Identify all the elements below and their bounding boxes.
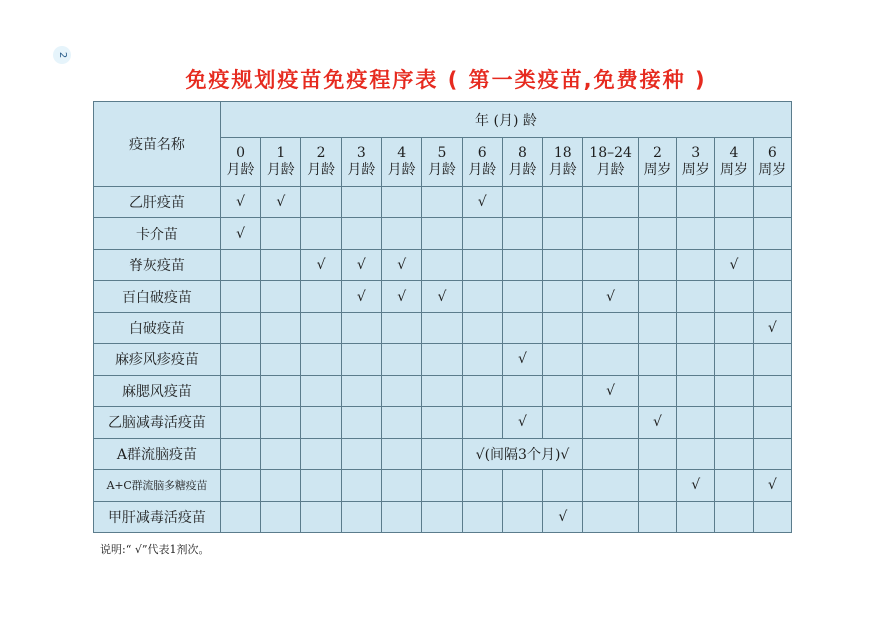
dose-cell bbox=[502, 249, 542, 280]
table-row bbox=[94, 375, 792, 406]
dose-cell bbox=[677, 501, 715, 532]
dose-cell bbox=[422, 312, 462, 343]
age-unit: 月龄 bbox=[387, 162, 416, 178]
dose-cell bbox=[583, 218, 638, 249]
age-value: 18–24 bbox=[589, 145, 632, 161]
page-number-badge: 2 bbox=[53, 46, 71, 64]
dose-cell bbox=[261, 249, 301, 280]
vaccine-name: 乙脑减毒活疫苗 bbox=[94, 407, 221, 438]
vaccine-name: A群流脑疫苗 bbox=[94, 438, 221, 469]
table-row bbox=[94, 344, 792, 375]
dose-cell bbox=[715, 407, 753, 438]
age-group-header: 年 (月) 龄 bbox=[220, 102, 791, 138]
dose-cell bbox=[638, 501, 676, 532]
dose-cell bbox=[261, 501, 301, 532]
age-value: 3 bbox=[356, 145, 366, 161]
dose-cell bbox=[677, 438, 715, 469]
dose-cell bbox=[382, 407, 422, 438]
dose-cell bbox=[583, 470, 638, 501]
dose-cell: √ bbox=[220, 218, 260, 249]
age-value: 2 bbox=[652, 145, 662, 161]
page-title: 免疫规划疫苗免疫程序表 ( 第一类疫苗,免费接种 ) bbox=[185, 68, 707, 92]
dose-cell bbox=[753, 344, 791, 375]
dose-cell bbox=[462, 249, 502, 280]
dose-cell bbox=[638, 249, 676, 280]
dose-cell bbox=[715, 281, 753, 312]
dose-cell bbox=[261, 375, 301, 406]
dose-cell bbox=[677, 187, 715, 218]
dose-cell: √ bbox=[583, 375, 638, 406]
table-row bbox=[94, 501, 792, 532]
age-header-cell bbox=[753, 138, 791, 187]
dose-cell bbox=[422, 375, 462, 406]
dose-cell bbox=[462, 281, 502, 312]
dose-cell bbox=[341, 470, 381, 501]
dose-cell bbox=[583, 501, 638, 532]
dose-cell bbox=[638, 344, 676, 375]
table-row bbox=[94, 407, 792, 438]
age-header-cell bbox=[462, 138, 502, 187]
dose-cell bbox=[220, 281, 260, 312]
dose-cell bbox=[341, 218, 381, 249]
dose-cell bbox=[543, 249, 583, 280]
dose-cell bbox=[543, 218, 583, 249]
dose-cell bbox=[422, 344, 462, 375]
age-header-cell bbox=[382, 138, 422, 187]
dose-cell bbox=[341, 375, 381, 406]
age-unit: 月龄 bbox=[508, 162, 537, 178]
dose-cell bbox=[715, 344, 753, 375]
dose-cell bbox=[502, 375, 542, 406]
dose-cell bbox=[341, 407, 381, 438]
dose-cell bbox=[261, 407, 301, 438]
dose-cell: √ bbox=[583, 281, 638, 312]
table-row bbox=[94, 438, 792, 469]
dose-cell bbox=[583, 249, 638, 280]
dose-cell bbox=[261, 470, 301, 501]
dose-cell: √ bbox=[502, 407, 542, 438]
dose-cell bbox=[502, 187, 542, 218]
age-value: 1 bbox=[276, 145, 286, 161]
dose-cell bbox=[261, 312, 301, 343]
dose-cell bbox=[301, 375, 341, 406]
dose-cell: √ bbox=[677, 470, 715, 501]
dose-cell bbox=[677, 249, 715, 280]
dose-cell: √ bbox=[422, 281, 462, 312]
dose-cell bbox=[753, 187, 791, 218]
dose-cell bbox=[462, 407, 502, 438]
age-value: 4 bbox=[397, 145, 407, 161]
dose-cell: √ bbox=[382, 281, 422, 312]
dose-cell bbox=[422, 407, 462, 438]
age-unit: 周岁 bbox=[758, 162, 787, 178]
dose-cell bbox=[638, 470, 676, 501]
age-unit: 周岁 bbox=[719, 162, 748, 178]
dose-cell bbox=[341, 344, 381, 375]
dose-cell bbox=[261, 218, 301, 249]
dose-cell bbox=[341, 501, 381, 532]
dose-cell bbox=[502, 501, 542, 532]
age-header-cell bbox=[638, 138, 676, 187]
dose-cell bbox=[382, 344, 422, 375]
age-unit: 月龄 bbox=[226, 162, 255, 178]
dose-cell bbox=[543, 344, 583, 375]
dose-cell bbox=[543, 407, 583, 438]
age-header-cell bbox=[502, 138, 542, 187]
age-value: 6 bbox=[767, 145, 777, 161]
dose-cell bbox=[638, 281, 676, 312]
dose-cell: √ bbox=[753, 470, 791, 501]
dose-cell bbox=[715, 470, 753, 501]
table-row bbox=[94, 187, 792, 218]
age-value: 3 bbox=[691, 145, 701, 161]
dose-cell bbox=[753, 501, 791, 532]
dose-cell bbox=[220, 501, 260, 532]
table-row bbox=[94, 470, 792, 501]
dose-interval-cell: √(间隔3个月)√ bbox=[462, 438, 583, 469]
dose-cell bbox=[753, 375, 791, 406]
age-unit: 月龄 bbox=[548, 162, 577, 178]
dose-cell bbox=[543, 281, 583, 312]
dose-cell: √ bbox=[341, 281, 381, 312]
dose-cell bbox=[462, 375, 502, 406]
age-unit: 月龄 bbox=[307, 162, 336, 178]
dose-cell: √ bbox=[715, 249, 753, 280]
dose-cell: √ bbox=[341, 249, 381, 280]
age-value: 4 bbox=[729, 145, 739, 161]
dose-cell bbox=[715, 312, 753, 343]
footnote: 说明:“ √”代表1剂次。 bbox=[100, 543, 210, 556]
dose-cell bbox=[715, 438, 753, 469]
dose-cell bbox=[638, 218, 676, 249]
dose-cell bbox=[715, 501, 753, 532]
age-value: 5 bbox=[437, 145, 447, 161]
dose-cell bbox=[677, 312, 715, 343]
dose-cell bbox=[341, 312, 381, 343]
age-header-cell bbox=[715, 138, 753, 187]
age-header-cell bbox=[341, 138, 381, 187]
dose-cell bbox=[715, 375, 753, 406]
dose-cell bbox=[301, 501, 341, 532]
dose-cell bbox=[462, 218, 502, 249]
age-value: 6 bbox=[477, 145, 487, 161]
dose-cell bbox=[382, 218, 422, 249]
dose-cell bbox=[543, 187, 583, 218]
dose-cell bbox=[583, 438, 638, 469]
age-header-cell bbox=[301, 138, 341, 187]
dose-cell bbox=[677, 281, 715, 312]
dose-cell bbox=[382, 187, 422, 218]
dose-cell bbox=[220, 312, 260, 343]
dose-cell bbox=[382, 312, 422, 343]
age-unit: 月龄 bbox=[347, 162, 376, 178]
age-unit: 周岁 bbox=[643, 162, 672, 178]
dose-cell bbox=[583, 312, 638, 343]
dose-cell bbox=[220, 375, 260, 406]
dose-cell bbox=[301, 407, 341, 438]
age-header-cell bbox=[220, 138, 260, 187]
dose-cell bbox=[583, 344, 638, 375]
dose-cell bbox=[715, 187, 753, 218]
vaccine-name: A+C群流脑多糖疫苗 bbox=[94, 470, 221, 501]
dose-cell bbox=[301, 281, 341, 312]
age-unit: 月龄 bbox=[596, 162, 625, 178]
dose-cell bbox=[462, 344, 502, 375]
dose-cell: √ bbox=[462, 187, 502, 218]
dose-cell bbox=[753, 281, 791, 312]
dose-cell bbox=[341, 187, 381, 218]
dose-cell bbox=[382, 470, 422, 501]
dose-cell bbox=[677, 407, 715, 438]
age-unit: 周岁 bbox=[681, 162, 710, 178]
dose-cell bbox=[220, 470, 260, 501]
dose-cell: √ bbox=[220, 187, 260, 218]
dose-cell bbox=[382, 375, 422, 406]
dose-cell bbox=[677, 375, 715, 406]
dose-cell: √ bbox=[261, 187, 301, 218]
dose-cell bbox=[220, 407, 260, 438]
dose-cell bbox=[301, 470, 341, 501]
dose-cell bbox=[753, 438, 791, 469]
dose-cell bbox=[638, 438, 676, 469]
age-value: 8 bbox=[518, 145, 527, 161]
dose-cell bbox=[677, 344, 715, 375]
age-header-cell bbox=[261, 138, 301, 187]
vaccine-name: 卡介苗 bbox=[94, 218, 221, 249]
dose-cell bbox=[422, 187, 462, 218]
age-header-cell bbox=[422, 138, 462, 187]
vaccine-name: 麻腮风疫苗 bbox=[94, 375, 221, 406]
dose-cell bbox=[543, 312, 583, 343]
vaccine-name: 百白破疫苗 bbox=[94, 281, 221, 312]
table-row bbox=[94, 218, 792, 249]
dose-cell bbox=[638, 375, 676, 406]
dose-cell bbox=[341, 438, 381, 469]
table-row bbox=[94, 312, 792, 343]
dose-cell bbox=[301, 218, 341, 249]
dose-cell bbox=[422, 470, 462, 501]
dose-cell bbox=[638, 312, 676, 343]
vaccine-schedule-table bbox=[93, 101, 792, 533]
dose-cell bbox=[753, 249, 791, 280]
dose-cell bbox=[543, 470, 583, 501]
dose-cell bbox=[261, 344, 301, 375]
dose-cell bbox=[462, 470, 502, 501]
age-header-cell bbox=[543, 138, 583, 187]
dose-cell bbox=[301, 438, 341, 469]
dose-cell bbox=[422, 218, 462, 249]
dose-cell: √ bbox=[753, 312, 791, 343]
dose-cell bbox=[462, 312, 502, 343]
dose-cell bbox=[301, 312, 341, 343]
vaccine-name: 白破疫苗 bbox=[94, 312, 221, 343]
dose-cell: √ bbox=[382, 249, 422, 280]
dose-cell bbox=[753, 218, 791, 249]
dose-cell bbox=[753, 407, 791, 438]
age-header-cell bbox=[677, 138, 715, 187]
age-value: 0 bbox=[236, 145, 245, 161]
dose-cell bbox=[502, 281, 542, 312]
dose-cell bbox=[261, 281, 301, 312]
dose-cell bbox=[301, 344, 341, 375]
dose-cell bbox=[638, 187, 676, 218]
dose-cell: √ bbox=[502, 344, 542, 375]
age-unit: 月龄 bbox=[266, 162, 295, 178]
dose-cell bbox=[382, 438, 422, 469]
dose-cell bbox=[261, 438, 301, 469]
dose-cell bbox=[502, 470, 542, 501]
age-unit: 月龄 bbox=[468, 162, 497, 178]
dose-cell bbox=[422, 438, 462, 469]
vaccine-name: 甲肝减毒活疫苗 bbox=[94, 501, 221, 532]
table-row bbox=[94, 281, 792, 312]
table-row bbox=[94, 249, 792, 280]
dose-cell bbox=[301, 187, 341, 218]
vaccine-name: 麻疹风疹疫苗 bbox=[94, 344, 221, 375]
dose-cell bbox=[422, 249, 462, 280]
age-unit: 月龄 bbox=[427, 162, 456, 178]
dose-cell bbox=[583, 187, 638, 218]
dose-cell bbox=[220, 249, 260, 280]
dose-cell bbox=[583, 407, 638, 438]
dose-cell bbox=[502, 312, 542, 343]
age-value: 2 bbox=[316, 145, 326, 161]
age-value: 18 bbox=[553, 145, 572, 161]
dose-cell bbox=[715, 218, 753, 249]
dose-cell bbox=[422, 501, 462, 532]
vaccine-name: 脊灰疫苗 bbox=[94, 249, 221, 280]
dose-cell bbox=[502, 218, 542, 249]
dose-cell: √ bbox=[301, 249, 341, 280]
dose-cell bbox=[382, 501, 422, 532]
vaccine-name-header: 疫苗名称 bbox=[94, 102, 221, 187]
vaccine-name: 乙肝疫苗 bbox=[94, 187, 221, 218]
dose-cell: √ bbox=[638, 407, 676, 438]
age-header-cell bbox=[583, 138, 638, 187]
dose-cell bbox=[543, 375, 583, 406]
dose-cell bbox=[462, 501, 502, 532]
dose-cell: √ bbox=[543, 501, 583, 532]
dose-cell bbox=[220, 344, 260, 375]
dose-cell bbox=[677, 218, 715, 249]
dose-cell bbox=[220, 438, 260, 469]
